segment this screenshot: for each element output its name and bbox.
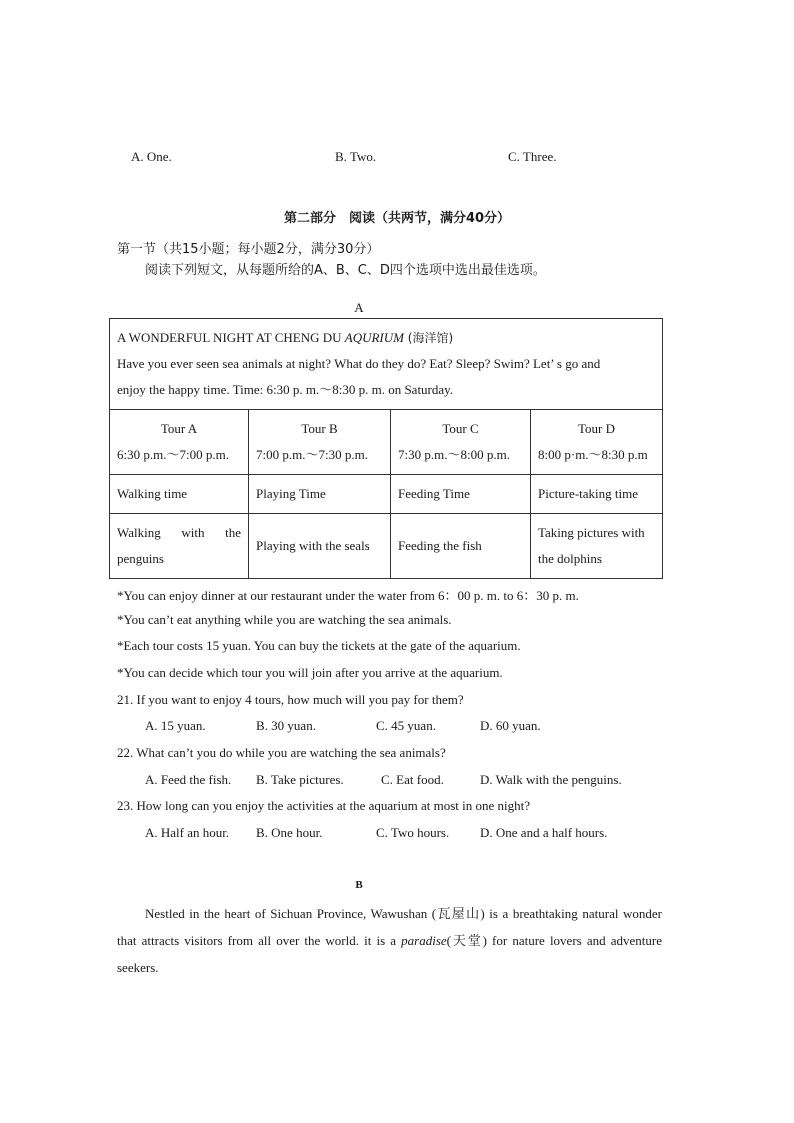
intro-text-line2: enjoy the happy time. Time: 6:30 p. m.～8:30 p. m. on Saturday. (117, 382, 454, 397)
q23-option-a: A. Half an hour. (145, 825, 230, 840)
tour-b-type: Playing Time (249, 475, 391, 514)
question-21: 21. If you want to enjoy 4 tours, how much will you pay for them? (117, 692, 464, 707)
note-dinner: *You can enjoy dinner at our restaurant under the water from 6：00 p. m. to 6：30 p. m. (117, 588, 579, 603)
q21-option-a: A. 15 yuan. (145, 718, 206, 733)
q23-option-c: C. Two hours. (376, 825, 450, 840)
q21-option-d: D. 60 yuan. (480, 718, 541, 733)
table-row-tour-names (110, 410, 663, 475)
q21-option-c: C. 45 yuan. (376, 718, 436, 733)
tour-b-activity: Playing with the seals (249, 514, 391, 579)
q22-option-a: A. Feed the fish. (145, 772, 232, 787)
prev-option-a: A. One. (131, 149, 172, 164)
q21-option-b: B. 30 yuan. (256, 718, 316, 733)
tour-d-cell (531, 410, 663, 475)
tour-b-time: 7:00 p.m.～7:30 p.m. (256, 447, 368, 462)
intro-text-line1: Have you ever seen sea animals at night? What do they do? Eat? Sleep? Swim? Let’ s go and (117, 356, 601, 371)
intro-cell (110, 319, 663, 410)
q23-option-b: B. One hour. (256, 825, 323, 840)
tour-c-activity: Feeding the fish (391, 514, 531, 579)
q22-option-d: D. Walk with the penguins. (480, 772, 622, 787)
tour-c-type: Feeding Time (391, 475, 531, 514)
prev-option-b: B. Two. (335, 149, 377, 164)
q22-option-b: B. Take pictures. (256, 772, 344, 787)
question-23: 23. How long can you enjoy the activities at the aquarium at most in one night? (117, 798, 531, 813)
tour-c-name: Tour C (442, 421, 479, 436)
subsection-title: 第一节（共15小题；每小题2分，满分30分） (117, 242, 380, 257)
passage-a-label: A (354, 300, 364, 315)
instruction: 阅读下列短文，从每题所给的A、B、C、D四个选项中选出最佳选项。 (145, 263, 546, 278)
table-intro-row (110, 319, 663, 410)
tour-table (109, 318, 663, 579)
tour-d-type: Picture-taking time (531, 475, 663, 514)
q23-option-d: D. One and a half hours. (480, 825, 608, 840)
note-ticket-cost: *Each tour costs 15 yuan. You can buy the tickets at the gate of the aquarium. (117, 638, 521, 653)
table-row-tour-types (110, 475, 663, 514)
section-title: 第二部分 阅读（共两节，满分40分） (283, 211, 511, 226)
note-no-eating: *You can’t eat anything while you are watching the sea animals. (117, 612, 452, 627)
intro-heading: A WONDERFUL NIGHT AT CHENG DU AQURIUM (海洋馆) (117, 330, 454, 345)
tour-a-cell (110, 410, 249, 475)
passage-b-paragraph: Nestled in the heart of Sichuan Province, Wawushan (瓦屋山) is a breathtaking natural wonder that attracts visitors from all over the world. it is a paradise(天堂) for nature lovers and adventure seekers. (117, 906, 662, 975)
tour-a-time: 6:30 p.m.～7:00 p.m. (117, 447, 229, 462)
tour-d-name: Tour D (577, 421, 615, 436)
question-22: 22. What can’t you do while you are watching the sea animals? (117, 745, 446, 760)
tour-a-activity (110, 514, 249, 579)
tour-a-name: Tour A (160, 421, 198, 436)
tour-d-time: 8:00 p·m.～8:30 p.m (538, 447, 648, 462)
tour-b-cell (249, 410, 391, 475)
passage-b-label: B (355, 879, 363, 891)
note-decide-tour: *You can decide which tour you will join after you arrive at the aquarium. (117, 665, 503, 680)
q22-option-c: C. Eat food. (381, 772, 444, 787)
tour-c-time: 7:30 p.m.～8:00 p.m. (398, 447, 510, 462)
tour-a-type: Walking time (110, 475, 249, 514)
prev-option-c: C. Three. (508, 149, 557, 164)
table-row-tour-activities (110, 514, 663, 579)
tour-a-activity-line2: penguins (117, 551, 164, 566)
tour-a-activity-line1: Walking with the (117, 525, 241, 540)
tour-c-cell (391, 410, 531, 475)
tour-d-activity: Taking pictures with the dolphins (531, 514, 663, 579)
tour-b-name: Tour B (301, 421, 338, 436)
